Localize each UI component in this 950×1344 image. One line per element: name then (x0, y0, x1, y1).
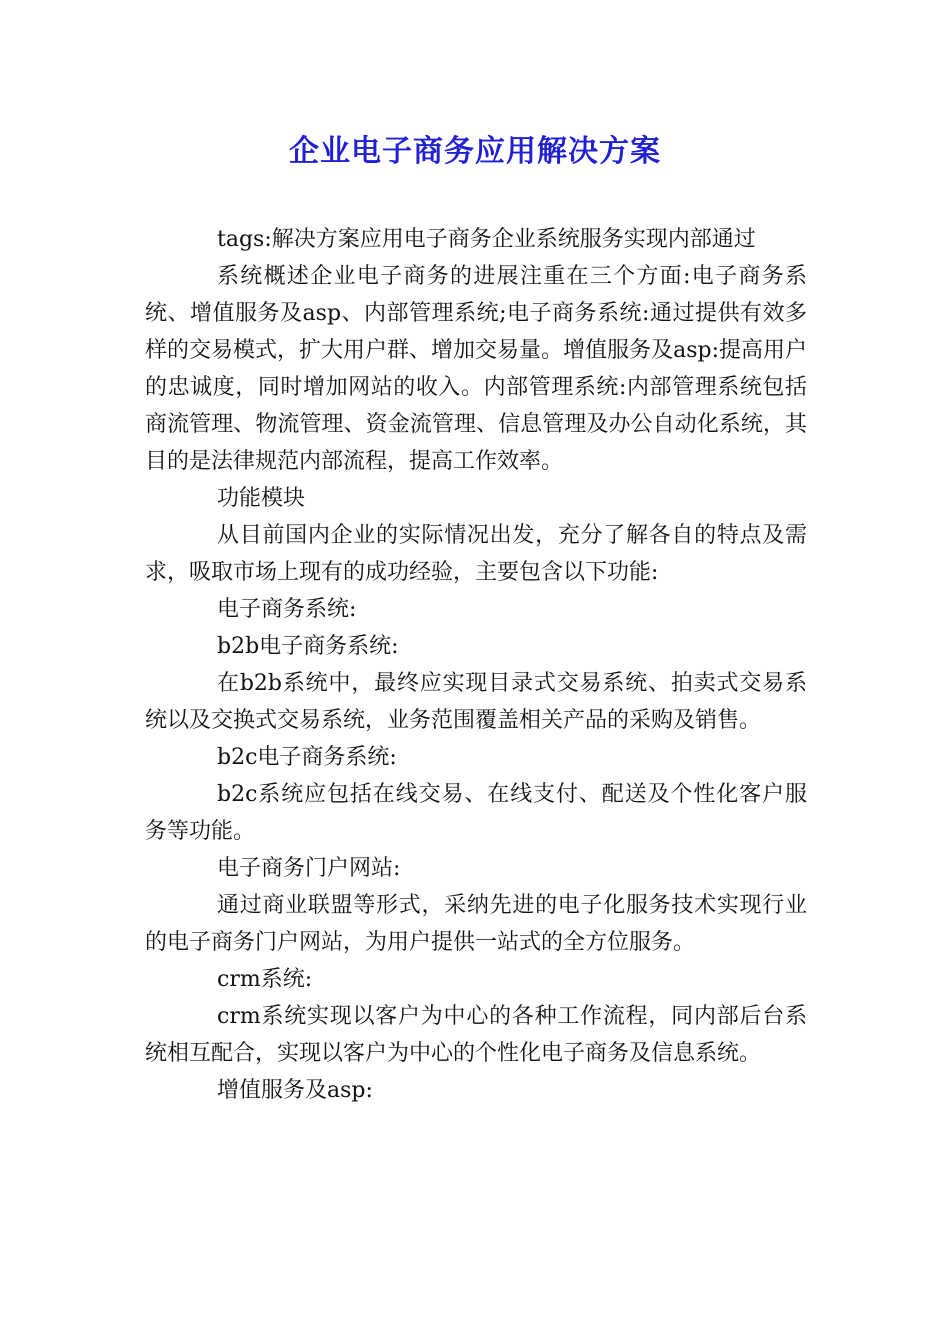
paragraph-crm: crm系统实现以客户为中心的各种工作流程，同内部后台系统相互配合，实现以客户为中心的个性化电子商务及信息系统。 (145, 1004, 807, 1066)
paragraph-b2c: b2c系统应包括在线交易、在线支付、配送及个性化客户服务等功能。 (145, 782, 807, 844)
paragraph-portal: 通过商业联盟等形式，采纳先进的电子化服务技术实现行业的电子商务门户网站，为用户提供一站式的全方位服务。 (145, 893, 807, 955)
document-body (145, 221, 807, 1109)
paragraph-tags: tags:解决方案应用电子商务企业系统服务实现内部通过 (217, 227, 756, 252)
heading-ecommerce-system: 电子商务系统: (217, 597, 357, 622)
heading-b2c: b2c电子商务系统: (217, 745, 397, 770)
heading-portal: 电子商务门户网站: (217, 856, 401, 881)
heading-b2b: b2b电子商务系统: (217, 634, 399, 659)
paragraph-overview: 系统概述企业电子商务的进展注重在三个方面:电子商务系统、增值服务及asp、内部管理系统;电子商务系统:通过提供有效多样的交易模式，扩大用户群、增加交易量。增值服务及asp:提高用户的忠诚度，同时增加网站的收入。内部管理系统:内部管理系统包括商流管理、物流管理、资金流管理、信息管理及办公自动化系统，其目的是法律规范内部流程，提高工作效率。 (145, 264, 807, 474)
heading-value-added: 增值服务及asp: (217, 1078, 373, 1103)
paragraph-b2b: 在b2b系统中，最终应实现目录式交易系统、拍卖式交易系统以及交换式交易系统，业务范围覆盖相关产品的采购及销售。 (145, 671, 807, 733)
paragraph-intro: 从目前国内企业的实际情况出发，充分了解各自的特点及需求，吸取市场上现有的成功经验，主要包含以下功能: (145, 523, 807, 585)
heading-function-modules: 功能模块 (217, 486, 306, 511)
document-title: 企业电子商务应用解决方案 (289, 134, 661, 169)
heading-crm: crm系统: (217, 967, 313, 992)
